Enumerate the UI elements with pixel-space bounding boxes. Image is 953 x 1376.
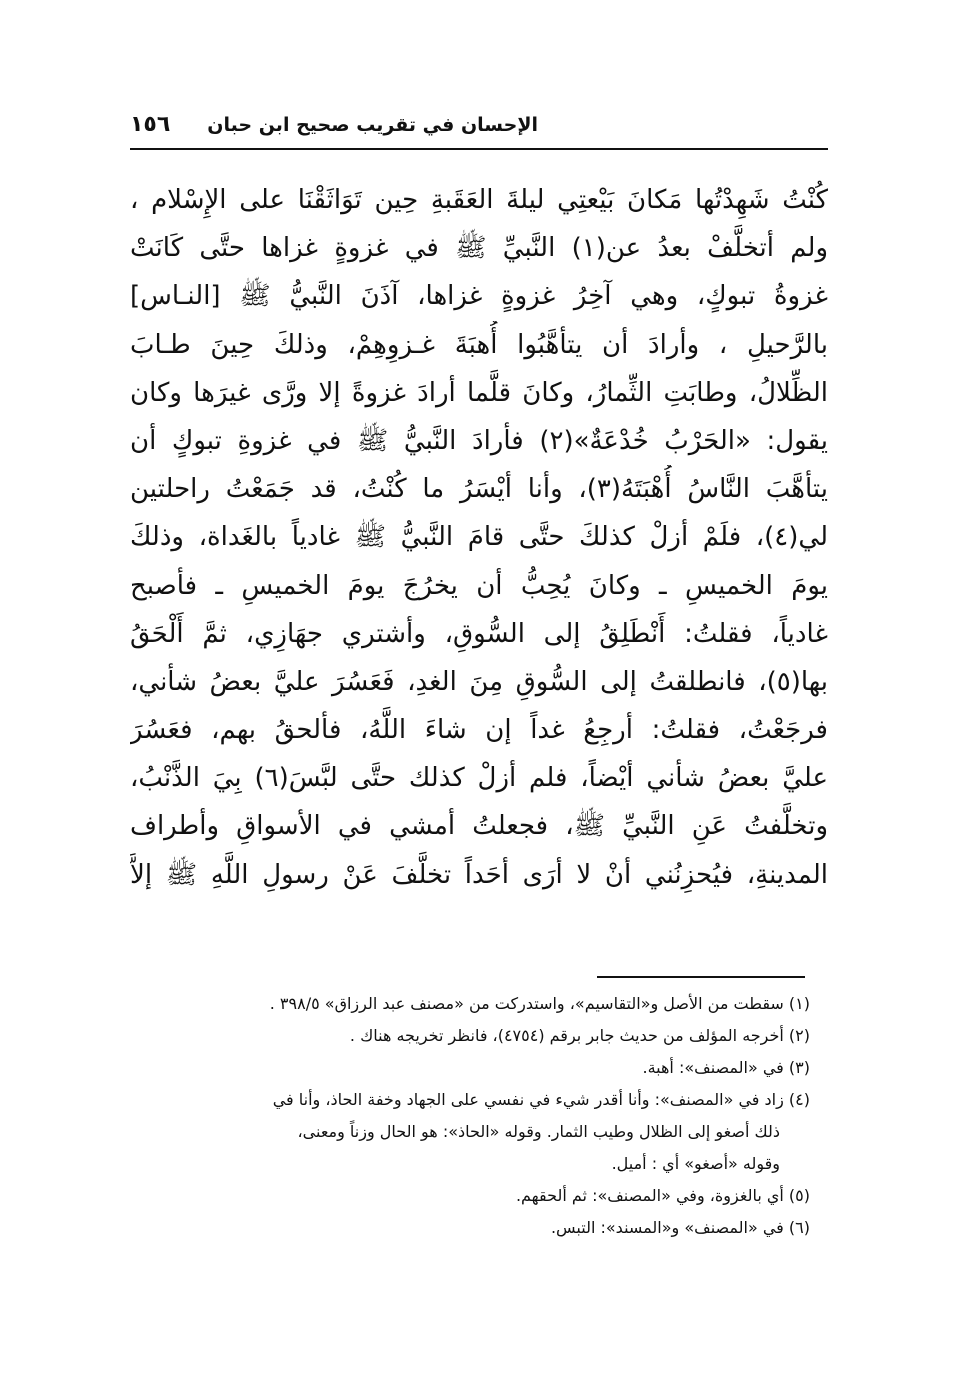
text-line: وتخلَّفتُ عَنِ النَّبيِّ ﷺ، فجعلتُ أمشي في الأسواقِ وأطراف (130, 811, 828, 842)
text-line: بالرَّحيلِ ، وأرادَ أن يتأهَّبُوا أُهبَةَ غـزوِهِمْ، وذلكَ حِينَ طـابَ (130, 329, 828, 360)
text-line: كُنْتُ شَهِدْتُها مَكانَ بَيْعتِي ليلةَ العَقَبةِ حِين تَوَاثَقْنَا على الإِسْلام ، (130, 185, 828, 215)
text-line: غادياً، فقلتُ: أَنْطَلِقُ إلى السُّوقِ، وأشتري جهَازِي، ثمَّ أَلْحَقُ (130, 618, 828, 649)
text-line: فرجَعْتُ، فقلتُ: أرجِعُ غداً إن شاءَ اللَّهُ، فألحقُ بهم، فعَسُرَ (130, 715, 828, 746)
footnote-continuation: ذلك أصغو إلى الظلال وطيب الثمار. وقوله «الحاذ»: هو الحال وزناً ومعنى، (297, 1122, 780, 1141)
footnotes (130, 988, 810, 1244)
text-line: لي(٤)، فلَمْ أزلْ كذلكَ حتَّى قامَ النَّبيُّ ﷺ غادياً بالغَداة، وذلكَ (130, 522, 828, 553)
running-title: الإحسان في تقريب صحيح ابن حبان (207, 114, 538, 136)
footnote: (٦) في «المصنف» و«المسند»: التبس. (550, 1218, 810, 1237)
text-line: عليَّ بعضُ شأني أيْضاً، فلم أزلْ كذلك حتَّى لبَّسَ(٦) بِيَ الذَّنْبُ، (130, 763, 828, 794)
footnote: (٢) أخرجه المؤلف من حديث جابر برقم (٤٧٥٤)، فانظر تخريجه هناك . (349, 1026, 810, 1045)
footnote: (٣) في «المصنف»: أهبة. (642, 1058, 810, 1077)
footnote: (١) سقطت من الأصل و«التقاسيم»، واستدركت من «مصنف عبد الرزاق» ٣٩٨/٥ . (269, 994, 810, 1013)
footnote: (٥) أي بالغزوة، وفي «المصنف»: ثم ألحقهم. (515, 1186, 810, 1205)
footnote: (٤) زاد في «المصنف»: وأنا أقدر شيء في نفسي على الجهاد وخفة الحاذ، وأنا في (272, 1090, 810, 1109)
text-line: بها(٥)، فانطلقتُ إلى السُّوقِ مِنَ الغدِ، فَعَسُرَ عليَّ بعضُ شأني، (130, 666, 828, 697)
main-text (130, 176, 828, 899)
page-number: ١٥٦ (130, 112, 171, 137)
text-line: يتأهَّبَ النَّاسُ أُهْبَتَهُ(٣)، وأنا أيْسَرُ ما كُنْتُ، قد جَمَعْتُ راحلتين (130, 474, 828, 505)
text-line: الظِّلالُ، وطابَتِ الثِّمارُ، وكانَ قلَّما أرادَ غزوةً إلا ورَّى غيرَها وكان (130, 377, 828, 408)
footnote-separator (597, 976, 805, 978)
footnote-continuation: وقوله «أصغو» أي : أميل. (611, 1154, 780, 1173)
text-line: المدينةِ، فيُحزِنُني أنْ لا أرَى أحَداً تخلَّفَ عَنْ رسولِ اللَّهِ ﷺ إلاَّ (130, 859, 828, 890)
text-line: غزوةُ تبوكٍ، وهي آخِرُ غزوةٍ غزاها، آذَنَ النَّبيُّ ﷺ [النـاس] (130, 281, 828, 312)
page-header (130, 112, 828, 150)
text-line: ولم أتخلَّفْ بعدُ عن(١) النَّبيِّ ﷺ في غزوةٍ غزاها حتَّى كَانَتْ (130, 233, 828, 264)
text-line: يومَ الخميسِ ـ وكانَ يُحِبُّ أن يخرُجَ يومَ الخميسِ ـ فأصبح (130, 570, 828, 601)
text-line: يقول: «الحَرْبُ خُدْعَةٌ»(٢) فأرادَ النَّبيُّ ﷺ في غزوةِ تبوكٍ أن (130, 425, 828, 456)
